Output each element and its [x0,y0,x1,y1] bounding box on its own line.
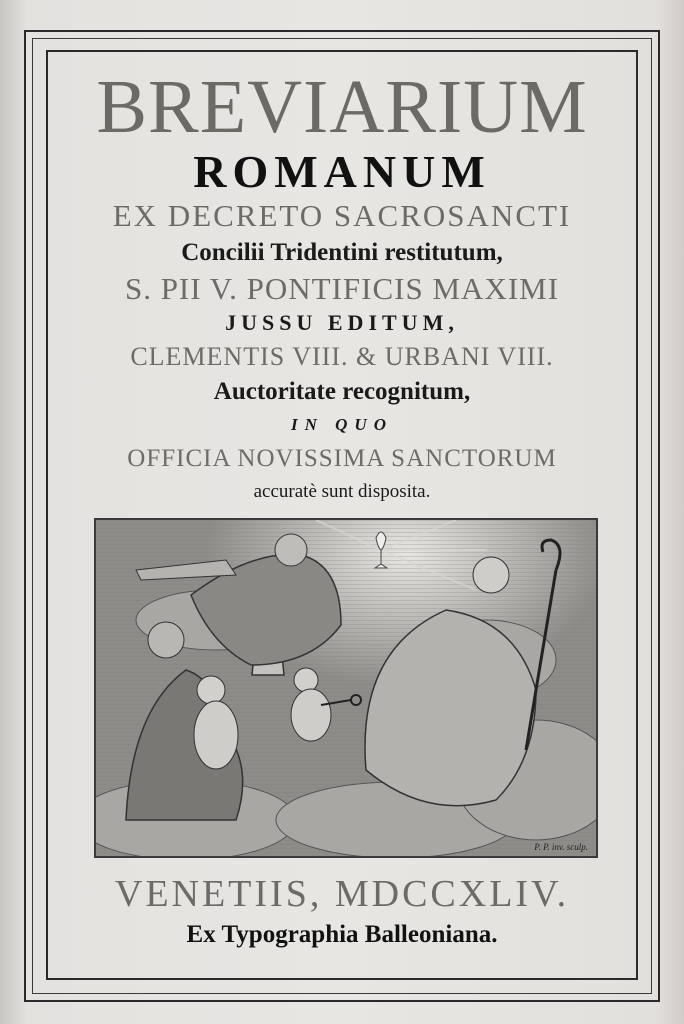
subtitle-auctoritate: Auctoritate recognitum, [213,378,471,405]
title-breviarium: BREVIARIUM [96,65,588,149]
title-content [50,54,634,976]
subtitle-pius: S. PII V. PONTIFICIS MAXIMI [124,271,560,306]
subtitle-disposita: accuratè sunt disposita. [253,481,431,502]
subtitle-clementis: CLEMENTIS VIII. & URBANI VIII. [130,342,554,371]
subtitle-officia: OFFICIA NOVISSIMA SANCTORUM [127,445,557,472]
engraving-illustration [94,518,598,858]
imprint-place-date: VENETIIS, MDCCXLIV. [114,873,570,915]
subtitle-concilii: Concilii Tridentini restitutum, [181,239,503,266]
imprint-printer: Ex Typographia Balleoniana. [186,921,498,948]
subtitle-in-quo: IN QUO [291,415,393,434]
engraving-artwork [96,520,596,856]
title-romanum: ROMANUM [193,146,491,197]
subtitle-jussu: JUSSU EDITUM, [225,310,459,335]
engraver-signature: P. P. inv. sculp. [534,842,588,852]
subtitle-decreto: EX DECRETO SACROSANCTI [112,198,572,233]
